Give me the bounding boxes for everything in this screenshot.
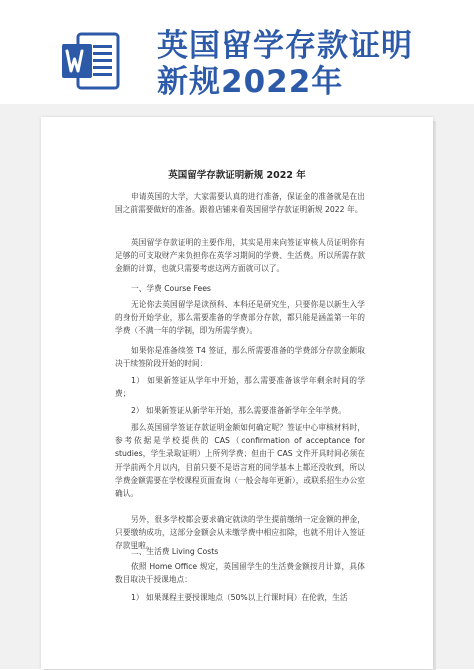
paragraph-home-office — [115, 560, 365, 586]
paragraph-intro — [115, 190, 365, 216]
paragraph-renewal — [115, 344, 365, 370]
document-page — [41, 117, 433, 669]
paragraph-text: 依照 Home Office 规定，英国留学生的生活费金额按月计算，具体数目取决于授课地点： — [115, 562, 365, 585]
banner-title — [157, 28, 467, 100]
banner — [0, 0, 474, 104]
paragraph-first-year — [115, 298, 365, 338]
paragraph-text: 英国留学存款证明的主要作用，其实是用来向签证审核人员证明你有足够的可支取财产来负担你在英学习期间的学费、生活费。所以所需存款金额的计算，也就只需要考虑这两方面就可以了。 — [115, 238, 365, 274]
word-doc-icon — [60, 30, 122, 92]
list-item-1 — [115, 374, 365, 400]
list-item-text: 2） 如果新签证从新学年开始，那么需要准备新学年全年学费。 — [131, 406, 346, 415]
document-title: 英国留学存款证明新规 2022 年 — [168, 170, 306, 181]
paragraph-purpose — [115, 236, 365, 276]
list-item-text: 1） 如果课程主要授课地点（50%以上行课时间）在伦敦，生活 — [131, 593, 348, 602]
heading-text: 二、生活费 Living Costs — [131, 547, 219, 556]
list-item-2 — [115, 404, 365, 417]
heading-text: 一、学费 Course Fees — [131, 284, 211, 293]
paragraph-cas — [115, 421, 365, 500]
paragraph-text: 如果你是准备续签 T4 签证，那么所需要准备的学费部分存款金额取决于续签阶段开始的时间： — [115, 346, 365, 369]
list-item-text: 1） 如果新签证从学年中开始，那么需要准备该学年剩余时间的学费； — [115, 376, 365, 399]
paragraph-text: 那么英国留学签证存款证明金额如何确定呢？签证中心审核材料时，参考依据是学校提供的 CAS（confirmation of acceptance for studies，学生录取证明）上所列学费；但由于 CAS 文件开具时间必须在开学前两个月以内，目前只要不是语言班的同学基本上都还没收到，所以学费金额需要在学校课程页面查询（一般会每年更新），或联系招生办公室确认。 — [115, 423, 365, 499]
section-heading-living-costs — [115, 545, 365, 558]
list-item-london — [115, 591, 365, 604]
banner-title-line2: 新规2022年 — [157, 64, 344, 100]
paragraph-text: 另外，很多学校都会要求确定就读的学生提前缴纳一定金额的押金，只要缴纳成功，这部分金额会从未缴学费中相应扣除，也就不用计入签证存款里啦。 — [115, 515, 365, 551]
section-heading-course-fees — [115, 282, 365, 295]
banner-title-line1: 英国留学存款证明 — [157, 28, 413, 64]
paragraph-text: 申请英国的大学，大家需要认真的进行准备，保证金的准备就是在出国之前需要做好的准备。跟着店铺来看英国留学存款证明新规 2022 年。 — [115, 192, 365, 215]
paragraph-text: 无论你去英国留学是读预科、本科还是研究生，只要你是以新生入学的身份开始学业，那么需要准备的学费部分存款，都只能是涵盖第一年的学费（不满一年的学制，即为所需学费）。 — [115, 300, 365, 336]
